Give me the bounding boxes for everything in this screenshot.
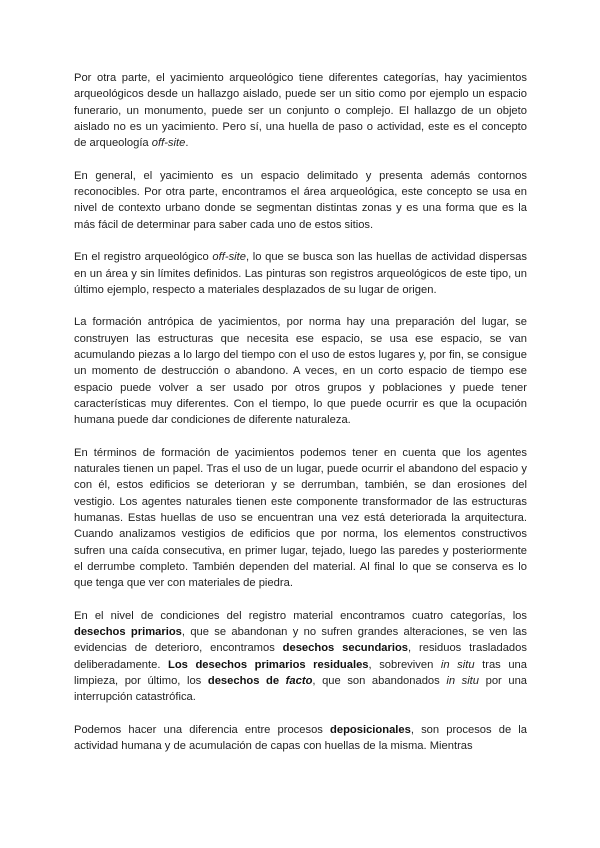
- text-run: En el registro arqueológico: [74, 251, 213, 264]
- text-run: .: [185, 137, 189, 150]
- text-run: Por otra parte, el yacimiento arqueológico tiene diferentes categorías, hay yacimientos arqueológicos desde un hallazgo aislado, puede ser un sitio como por ejemplo un espacio funerario, un monumento, puede ser un conjunto o complejo. El hallazgo de un objeto aislado no es un yacimiento. Pero sí, una huella de paso o actividad, este es el concepto de arqueología: [74, 72, 527, 150]
- text-run: tras una limpieza, por último, los: [74, 658, 527, 687]
- paragraph-2: [74, 168, 527, 233]
- text-run: En general, el yacimiento es un espacio delimitado y presenta además contornos reconocibles. Por otra parte, encontramos el área arqueológica, este concepto se usa en nivel de contexto urbano donde se segmentan distintas zonas y es una forma que es la más fácil de determinar para saber cada uno de estos sitios.: [74, 169, 527, 231]
- paragraph-5: [74, 445, 527, 592]
- text-run: facto: [285, 674, 313, 687]
- paragraph-4: [74, 314, 527, 428]
- text-run: , son procesos de la actividad humana y de acumulación de capas con huellas de la misma. Mientras: [74, 723, 527, 753]
- text-run: in situ: [446, 674, 480, 687]
- text-run: in situ: [440, 658, 475, 671]
- text-run: off-site: [212, 251, 246, 264]
- text-run: Podemos hacer una diferencia entre procesos: [74, 723, 331, 736]
- paragraph-3: [74, 249, 527, 298]
- text-run: deposicionales: [330, 723, 411, 736]
- paragraph-1: [74, 70, 527, 151]
- text-run: , lo que se busca son las huellas de actividad dispersas en un área y sin límites definidos. Las pinturas son registros arqueológicos de este tipo, un último ejemplo, respecto a materiales desplazados de su lugar de origen.: [74, 251, 527, 296]
- text-run: , que son abandonados: [312, 674, 447, 687]
- text-run: desechos primarios: [74, 626, 182, 639]
- text-run: por una interrupción catastrófica.: [74, 674, 528, 704]
- text-run: , sobreviven: [368, 658, 441, 671]
- text-run: Los desechos primarios residuales: [168, 658, 369, 671]
- paragraph-7: [74, 722, 527, 755]
- text-run: desechos de: [207, 674, 286, 687]
- text-run: , que se abandonan y no sufren grandes alteraciones, se ven las evidencias de deterioro, encontramos: [74, 626, 527, 655]
- text-run: La formación antrópica de yacimientos, por norma hay una preparación del lugar, se construyen las estructuras que necesita ese espacio, se usa ese espacio, se van acumulando piezas a lo largo del tiempo con el uso de estos lugares y, por fin, se consigue un momento de destrucción o abandono. A veces, en un corto espacio de tiempo ese espacio puede volver a ser usado por otros grupos y poblaciones y puede tener características muy diferentes. Con el tiempo, lo que puede ocurrir es que la ocupación humana puede dar condiciones de diferente naturaleza.: [74, 316, 527, 427]
- text-run: En el nivel de condiciones del registro material encontramos cuatro categorías, los: [74, 609, 527, 622]
- text-run: , residuos trasladados deliberadamente.: [74, 642, 527, 671]
- paragraph-6: [74, 608, 527, 706]
- text-run: En términos de formación de yacimientos podemos tener en cuenta que los agentes naturales tienen un papel. Tras el uso de un lugar, puede ocurrir el abandono del espacio y con él, estos edificios se deterioran y se derrumban, también, se dan erosiones del vestigio. Los agentes naturales tienen este componente transformador de las estructuras humanas. Estas huellas de uso se encuentran una vez está deteriorada la arquitectura. Cuando analizamos vestigios de edificios que por norma, los elementos constructivos sufren una caída consecutiva, en primer lugar, tejado, luego las paredes y posteriormente el derrumbe completo. También dependen del material. Al final lo que se conserva es lo que tenga que ver con materiales de piedra.: [74, 446, 527, 590]
- text-run: desechos secundarios: [282, 642, 409, 655]
- text-run: off-site: [151, 137, 186, 150]
- document-page: [74, 70, 527, 771]
